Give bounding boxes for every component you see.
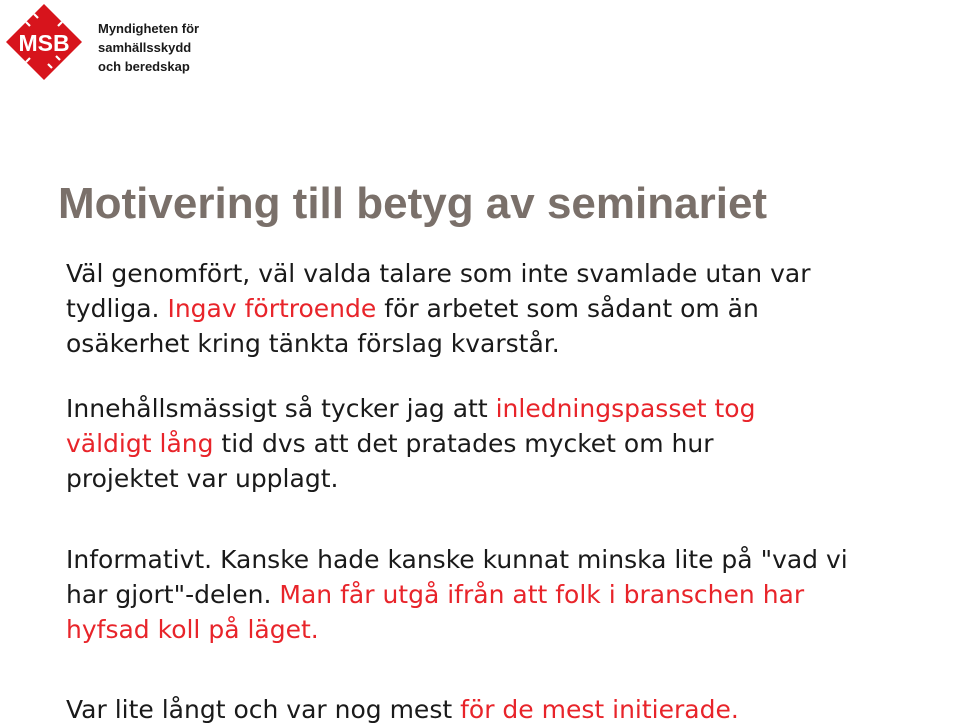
text-line (66, 692, 960, 727)
paragraph-informative (66, 542, 960, 647)
logo-org-line: samhällsskydd (98, 40, 192, 55)
highlighted-text: Man får utgå ifrån att folk i branschen har (279, 580, 805, 609)
slide-title: Motivering till betyg av seminariet (58, 179, 768, 228)
msb-logo-mark (2, 2, 86, 82)
text-line (66, 461, 960, 496)
logo-mark-text: MSB (18, 30, 70, 56)
text-run: för arbetet som sådant om än (376, 294, 759, 323)
highlighted-text: för de mest initierade. (460, 695, 739, 724)
text-run: Väl genomfört, väl valda talare som inte svamlade utan var (66, 259, 811, 288)
text-run: tid dvs att det pratades mycket om hur (213, 429, 714, 458)
logo-org-line: Myndigheten för (98, 21, 200, 36)
text-line (66, 542, 960, 577)
text-line (66, 291, 960, 326)
logo-org-line: och beredskap (98, 59, 190, 74)
text-run: Innehållsmässigt så tycker jag att (66, 394, 496, 423)
text-line (66, 577, 960, 612)
text-line (66, 326, 960, 361)
text-run: har gjort"-delen. (66, 580, 280, 609)
text-run: Informativt. Kanske hade kanske kunnat minska lite på "vad vi (66, 545, 848, 574)
logo-org-name (98, 19, 199, 76)
text-run: tydliga. (66, 294, 168, 323)
paragraph-overall (66, 256, 960, 361)
paragraph-length (66, 692, 960, 727)
text-run: projektet var upplagt. (66, 464, 339, 493)
text-run: osäkerhet kring tänkta förslag kvarstår. (66, 329, 560, 358)
highlighted-text: väldigt lång (66, 429, 214, 458)
text-line (66, 256, 960, 291)
msb-logo (2, 2, 212, 82)
text-run: Var lite långt och var nog mest (66, 695, 461, 724)
text-line (66, 612, 960, 647)
text-line (66, 391, 960, 426)
paragraph-content (66, 391, 960, 496)
highlighted-text: inledningspasset tog (495, 394, 756, 423)
text-line (66, 426, 960, 461)
highlighted-text: hyfsad koll på läget. (66, 615, 319, 644)
highlighted-text: Ingav förtroende (167, 294, 377, 323)
